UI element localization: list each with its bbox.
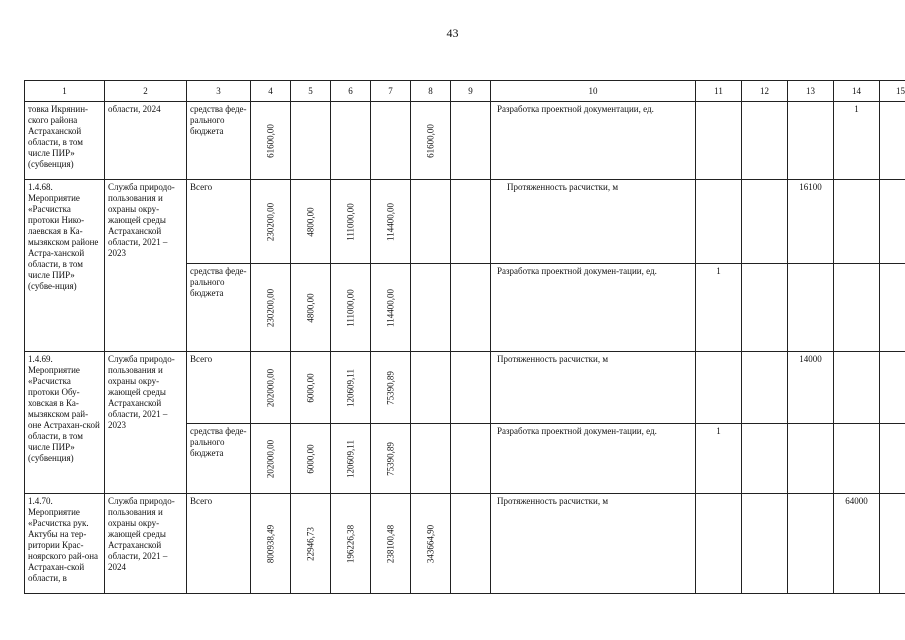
amount-year-cell [291, 494, 331, 594]
executor-cell: области, 2024 [105, 102, 187, 180]
column-header: 14 [834, 81, 880, 102]
column-header: 11 [696, 81, 742, 102]
amount-value: 6000,00 [305, 443, 315, 474]
target-value-cell [742, 352, 788, 424]
amount-year-cell [451, 424, 491, 494]
amount-year-cell [451, 352, 491, 424]
amount-year-cell [451, 494, 491, 594]
amount-value: 114400,00 [385, 202, 395, 241]
target-value-cell: 16100 [788, 180, 834, 264]
event-name-cell: 1.4.68. Мероприятие «Расчистка протоки Нико-лаевская в Ка-мызякском районе Астра-ханской области, в том числе ПИР» (субве-нция) [25, 180, 105, 352]
target-value-cell [788, 264, 834, 352]
indicator-cell: Протяженность расчистки, м [491, 180, 696, 264]
amount-value: 4800,00 [305, 292, 315, 323]
column-header: 13 [788, 81, 834, 102]
amount-total-cell [251, 264, 291, 352]
indicator-cell: Протяженность расчистки, м [491, 494, 696, 594]
target-value-cell [742, 264, 788, 352]
amount-year-cell [371, 494, 411, 594]
header-row [25, 81, 905, 102]
target-value-cell [696, 352, 742, 424]
target-value-cell [834, 352, 880, 424]
amount-value: 6000,00 [305, 372, 315, 403]
column-header: 3 [187, 81, 251, 102]
target-value-cell [788, 424, 834, 494]
executor-cell: Служба природо-пользования и охраны окру-жающей среды Астраханской области, 2021 – 2024 [105, 494, 187, 594]
amount-total-cell [251, 424, 291, 494]
amount-value: 202000,00 [265, 439, 275, 478]
amount-year-cell [451, 180, 491, 264]
target-value-cell [834, 424, 880, 494]
target-value-cell [880, 424, 905, 494]
amount-value: 120609,11 [345, 368, 355, 407]
amount-year-cell [371, 424, 411, 494]
table-row [25, 352, 905, 424]
page-number: 43 [446, 26, 459, 40]
amount-value: 238100,48 [385, 524, 395, 563]
target-value-cell [880, 352, 905, 424]
funding-source-cell: средства феде-рального бюджета [187, 424, 251, 494]
amount-year-cell [411, 180, 451, 264]
column-header: 1 [25, 81, 105, 102]
event-name-cell: 1.4.70. Мероприятие «Расчистка рук. Актубы на тер-ритории Крас-ноярского рай-она Астрахан-ской области, в [25, 494, 105, 594]
amount-year-cell [451, 102, 491, 180]
executor-cell: Служба природо-пользования и охраны окру-жающей среды Астраханской области, 2021 – 2023 [105, 352, 187, 494]
target-value-cell [880, 102, 905, 180]
amount-value: 196226,38 [345, 524, 355, 563]
amount-year-cell [411, 424, 451, 494]
table-row [25, 494, 905, 594]
table-row [25, 102, 905, 180]
amount-total-cell [251, 494, 291, 594]
amount-value: 75390,89 [385, 370, 395, 405]
target-value-cell: 1 [696, 264, 742, 352]
program-table [24, 80, 905, 594]
amount-year-cell [291, 264, 331, 352]
target-value-cell [742, 424, 788, 494]
amount-year-cell [371, 352, 411, 424]
amount-year-cell [371, 264, 411, 352]
amount-value: 75390,89 [385, 441, 395, 476]
amount-value: 202000,00 [265, 368, 275, 407]
target-value-cell: 64000 [834, 494, 880, 594]
amount-value: 111000,00 [345, 288, 355, 327]
amount-year-cell [411, 352, 451, 424]
indicator-cell: Разработка проектной документации, ед. [491, 102, 696, 180]
amount-value: 800938,49 [265, 524, 275, 563]
funding-source-cell: Всего [187, 352, 251, 424]
event-name-cell: товка Икрянин-ского района Астраханской области, в том числе ПИР» (субвенция) [25, 102, 105, 180]
target-value-cell [880, 264, 905, 352]
amount-year-cell [331, 494, 371, 594]
target-value-cell [880, 494, 905, 594]
amount-year-cell [371, 180, 411, 264]
amount-value: 114400,00 [385, 288, 395, 327]
amount-value: 4800,00 [305, 206, 315, 237]
event-name-cell: 1.4.69. Мероприятие «Расчистка протоки Обу-ховская в Ка-мызякском рай-оне Астрахан-ской области, в том числе ПИР» (субвенция) [25, 352, 105, 494]
amount-value: 343664,90 [425, 524, 435, 563]
target-value-cell [742, 494, 788, 594]
amount-year-cell [331, 424, 371, 494]
column-header: 4 [251, 81, 291, 102]
column-header: 7 [371, 81, 411, 102]
funding-source-cell: средства феде-рального бюджета [187, 264, 251, 352]
column-header: 6 [331, 81, 371, 102]
target-value-cell [696, 102, 742, 180]
column-header: 8 [411, 81, 451, 102]
indicator-cell: Разработка проектной докумен-тации, ед. [491, 424, 696, 494]
table-row [25, 180, 905, 264]
amount-year-cell [291, 180, 331, 264]
executor-cell: Служба природо-пользования и охраны окру-жающей среды Астраханской области, 2021 – 2023 [105, 180, 187, 352]
target-value-cell: 14000 [788, 352, 834, 424]
amount-year-cell [411, 494, 451, 594]
target-value-cell [696, 180, 742, 264]
amount-value: 230200,00 [265, 288, 275, 327]
column-header: 10 [491, 81, 696, 102]
amount-value: 111000,00 [345, 202, 355, 241]
amount-year-cell [411, 102, 451, 180]
amount-year-cell [331, 352, 371, 424]
amount-year-cell [291, 424, 331, 494]
target-value-cell [834, 264, 880, 352]
target-value-cell: 1 [696, 424, 742, 494]
amount-year-cell [371, 102, 411, 180]
funding-source-cell: Всего [187, 494, 251, 594]
target-value-cell [788, 102, 834, 180]
funding-source-cell: средства феде-рального бюджета [187, 102, 251, 180]
target-value-cell [696, 494, 742, 594]
amount-value: 230200,00 [265, 202, 275, 241]
amount-total-cell [251, 352, 291, 424]
target-value-cell [788, 494, 834, 594]
amount-year-cell [291, 352, 331, 424]
amount-total-cell [251, 102, 291, 180]
amount-year-cell [331, 102, 371, 180]
indicator-cell: Протяженность расчистки, м [491, 352, 696, 424]
amount-value: 22946,73 [305, 526, 315, 561]
column-header: 2 [105, 81, 187, 102]
amount-value: 120609,11 [345, 439, 355, 478]
target-value-cell [742, 102, 788, 180]
column-header: 9 [451, 81, 491, 102]
column-header: 12 [742, 81, 788, 102]
amount-year-cell [291, 102, 331, 180]
amount-value: 61600,00 [425, 123, 435, 158]
funding-source-cell: Всего [187, 180, 251, 264]
target-value-cell [742, 180, 788, 264]
amount-total-cell [251, 180, 291, 264]
amount-year-cell [331, 264, 371, 352]
target-value-cell: 1 [834, 102, 880, 180]
amount-year-cell [411, 264, 451, 352]
amount-year-cell [331, 180, 371, 264]
amount-year-cell [451, 264, 491, 352]
amount-value: 61600,00 [265, 123, 275, 158]
target-value-cell [834, 180, 880, 264]
column-header: 15 [880, 81, 905, 102]
indicator-cell: Разработка проектной докумен-тации, ед. [491, 264, 696, 352]
target-value-cell [880, 180, 905, 264]
column-header: 5 [291, 81, 331, 102]
